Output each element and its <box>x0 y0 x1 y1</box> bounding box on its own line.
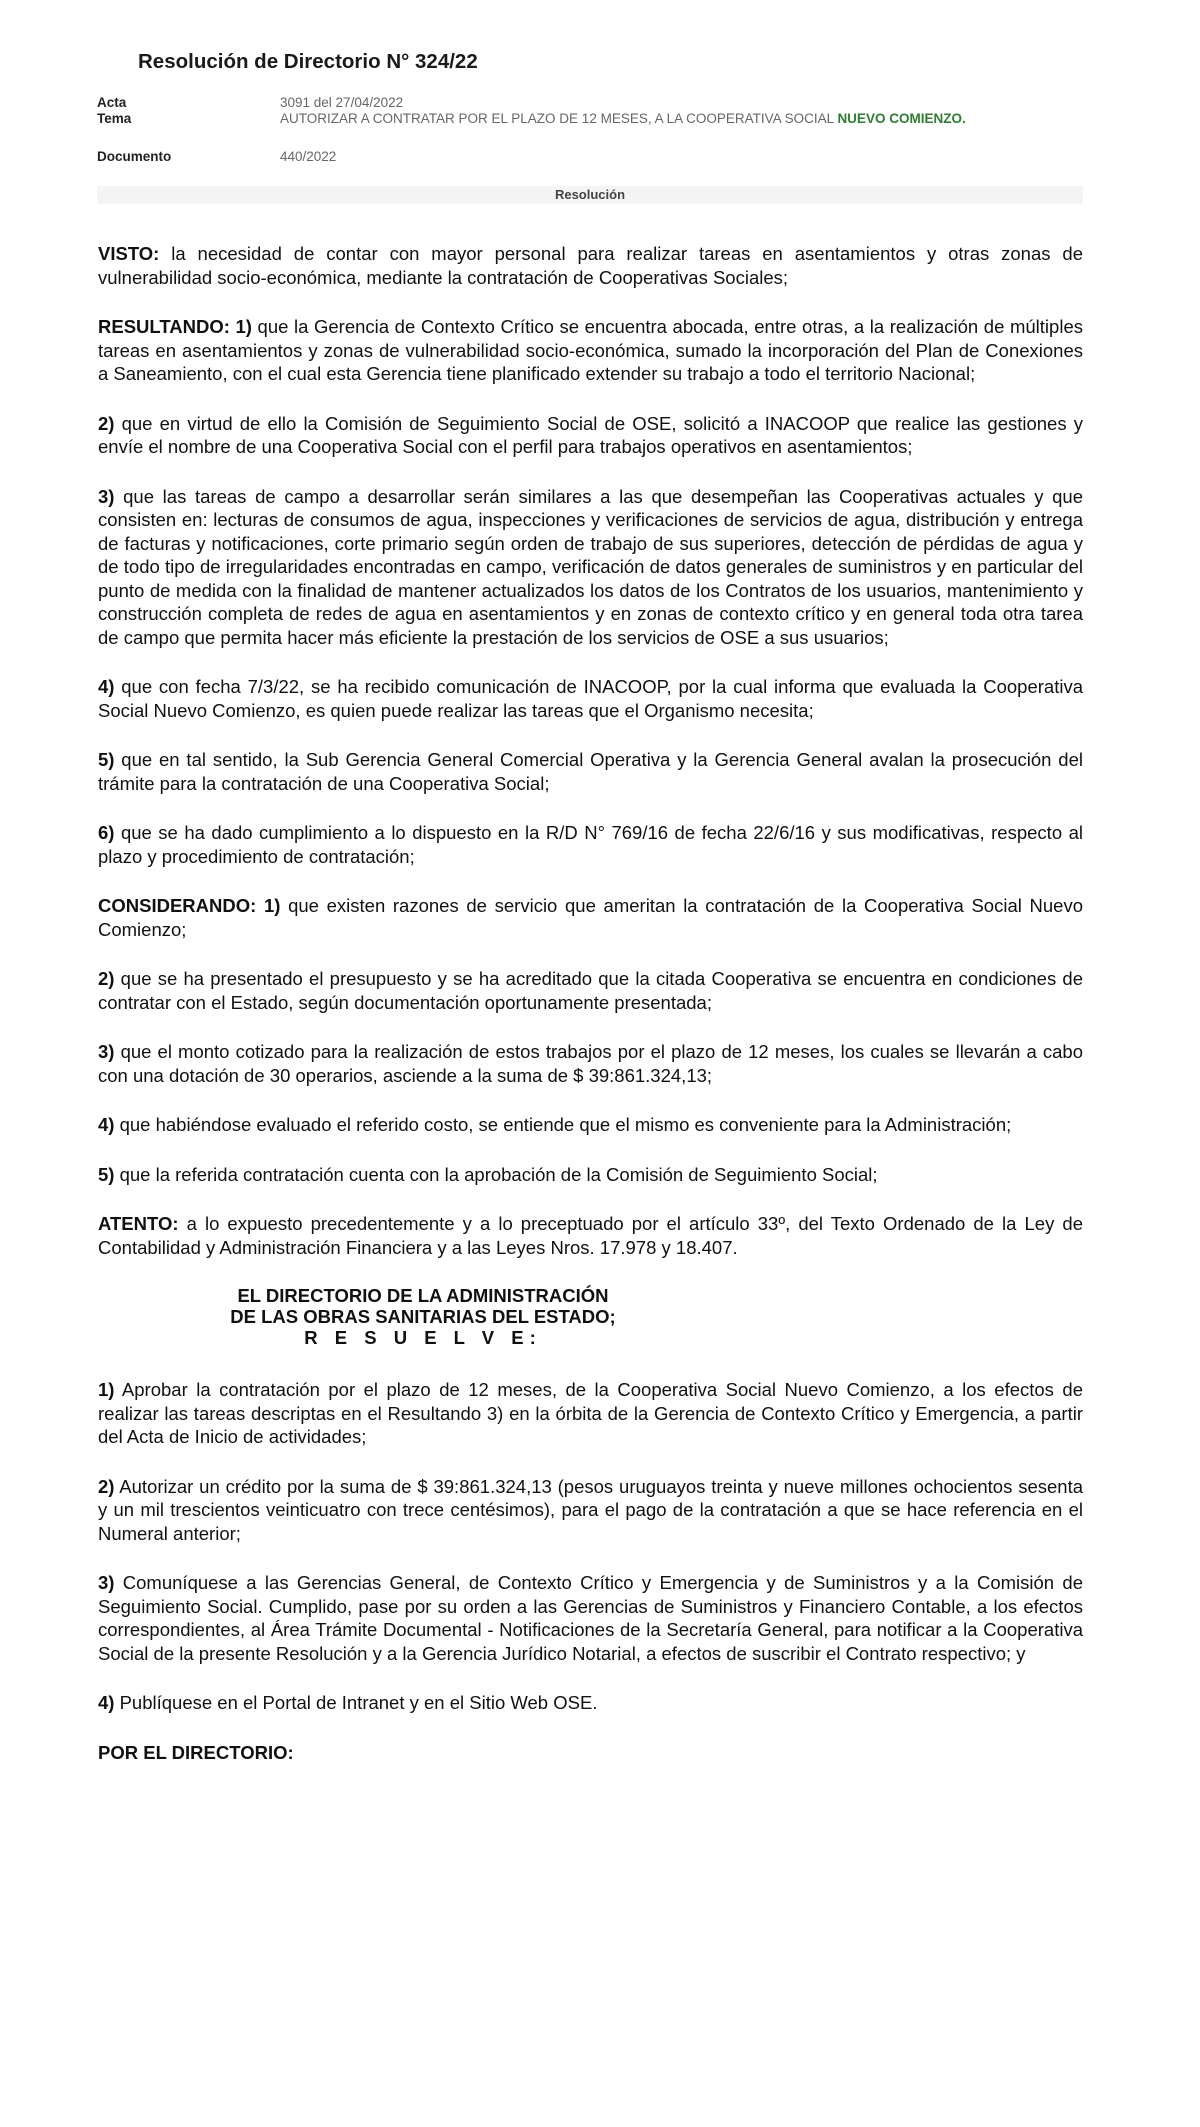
directorio-line-1: EL DIRECTORIO DE LA ADMINISTRACIÓN <box>237 1285 609 1306</box>
paragraph-text: que la Gerencia de Contexto Crítico se encuentra abocada, entre otras, a la realización de múltiples tareas en asentamientos y zonas de vulnerabilidad socio-económica, sumado la incorporación del Plan de Conexiones a Saneamiento, con el cual esta Gerencia tiene planificado extender su trabajo a todo el territorio Nacional; <box>98 316 1083 384</box>
closing-signature: POR EL DIRECTORIO: <box>98 1741 294 1763</box>
resuelve-heading: R E S U E L V E: <box>304 1327 542 1348</box>
paragraph <box>98 242 1083 289</box>
resolutions <box>98 1378 1083 1715</box>
paragraph <box>98 315 1083 386</box>
paragraph-lead: 3) <box>98 485 115 507</box>
meta-tema-label: Tema <box>97 111 132 126</box>
paragraph-text: a lo expuesto precedentemente y a lo preceptuado por el artículo 33º, del Texto Ordenado de la Ley de Contabilidad y Administración Financiera y a las Leyes Nros. 17.978 y 18.407. <box>98 1213 1083 1258</box>
resolution-item <box>98 1691 1083 1715</box>
metadata-block <box>97 95 1087 165</box>
resolution-item-lead: 2) <box>98 1475 115 1497</box>
paragraph <box>98 675 1083 722</box>
paragraph-lead: ATENTO: <box>98 1213 179 1234</box>
paragraph-text: que en tal sentido, la Sub Gerencia General Comercial Operativa y la Gerencia General avalan la prosecución del trámite para la contratación de una Cooperativa Social; <box>98 749 1083 794</box>
paragraph-text: la necesidad de contar con mayor personal para realizar tareas en asentamientos y otras zonas de vulnerabilidad socio-económica, mediante la contratación de Cooperativas Sociales; <box>98 243 1083 288</box>
resolution-title: Resolución de Directorio N° 324/22 <box>138 50 478 73</box>
paragraph-lead: RESULTANDO: 1) <box>98 316 252 337</box>
meta-tema-value <box>280 111 1087 149</box>
directorio-line-2: DE LAS OBRAS SANITARIAS DEL ESTADO; <box>230 1306 616 1327</box>
section-bar: Resolución <box>97 186 1083 204</box>
paragraph-lead: 2) <box>98 412 115 434</box>
paragraph-text: que existen razones de servicio que ameritan la contratación de la Cooperativa Social Nuevo Comienzo; <box>98 895 1083 940</box>
meta-tema-highlight: NUEVO COMIENZO. <box>837 111 966 126</box>
resolution-item <box>98 1571 1083 1665</box>
resolution-item-text: Autorizar un crédito por la suma de $ 39:861.324,13 (pesos uruguayos treinta y nueve millones ochocientos sesenta y un mil trescientos veinticuatro con trece centésimos), para el pago de la contratación a que se hace referencia en el Numeral anterior; <box>98 1475 1083 1544</box>
resolution-item <box>98 1475 1083 1546</box>
meta-tema-text: AUTORIZAR A CONTRATAR POR EL PLAZO DE 12 MESES, A LA COOPERATIVA SOCIAL <box>280 111 834 126</box>
resolution-body <box>98 242 1083 1764</box>
paragraph-text: que con fecha 7/3/22, se ha recibido comunicación de INACOOP, por la cual informa que evaluada la Cooperativa Social Nuevo Comienzo, es quien puede realizar las tareas que el Organismo necesita; <box>98 676 1083 721</box>
paragraph-text: que las tareas de campo a desarrollar serán similares a las que desempeñan las Cooperativas actuales y que consisten en: lecturas de consumos de agua, inspecciones y verificaciones de servicios de agua, distribución y entrega de facturas y notificaciones, corte primario según orden de trabajo de sus superiores, detección de pérdidas de agua y de todo tipo de irregularidades encontradas en campo, verificación de datos generales de suministros y en particular del punto de medida con la finalidad de mantener actualizados los datos de los Contratos de los usuarios, mantenimiento y construcción completa de redes de agua en asentamientos y en zonas de contexto crítico y en general toda otra tarea de campo que permita hacer más eficiente la prestación de los servicios de OSE a sus usuarios; <box>98 485 1083 648</box>
resolution-item-text: Publíquese en el Portal de Intranet y en el Sitio Web OSE. <box>114 1692 598 1713</box>
paragraph <box>98 894 1083 941</box>
paragraph <box>98 1040 1083 1087</box>
resolution-item-lead: 3) <box>98 1572 115 1593</box>
paragraph-lead: 3) <box>98 1041 115 1062</box>
paragraph <box>98 748 1083 795</box>
paragraph-text: que el monto cotizado para la realización de estos trabajos por el plazo de 12 meses, los cuales se llevarán a cabo con una dotación de 30 operarios, asciende a la suma de $ 39:861.324,13; <box>98 1041 1083 1086</box>
paragraph-lead: 5) <box>98 749 115 770</box>
paragraph-lead: 6) <box>98 822 115 843</box>
meta-documento-value: 440/2022 <box>280 149 337 164</box>
meta-acta-value: 3091 del 27/04/2022 <box>280 95 404 110</box>
paragraph <box>98 967 1083 1014</box>
resolution-item-text: Aprobar la contratación por el plazo de 12 meses, de la Cooperativa Social Nuevo Comienzo, a los efectos de realizar las tareas descriptas en el Resultando 3) en la órbita de la Gerencia de Contexto Crítico y Emergencia, a partir del Acta de Inicio de actividades; <box>98 1379 1083 1447</box>
paragraph-text: que se ha dado cumplimiento a lo dispuesto en la R/D N° 769/16 de fecha 22/6/16 y sus modificativas, respecto al plazo y procedimiento de contratación; <box>98 822 1083 867</box>
paragraph-lead: 5) <box>98 1163 115 1185</box>
paragraph <box>98 412 1083 459</box>
meta-acta-label: Acta <box>97 95 127 110</box>
paragraph <box>98 1163 1083 1187</box>
paragraph-lead: 4) <box>98 676 115 697</box>
resolution-item-lead: 4) <box>98 1692 115 1713</box>
meta-acta-row <box>97 95 1087 111</box>
meta-documento-label: Documento <box>97 149 172 164</box>
meta-tema-row <box>97 111 1087 149</box>
resolution-item-lead: 1) <box>98 1379 115 1400</box>
paragraph <box>98 1113 1083 1137</box>
resolution-item <box>98 1378 1083 1449</box>
paragraph <box>98 1212 1083 1259</box>
considerations <box>98 242 1083 1259</box>
paragraph-lead: VISTO: <box>98 243 160 264</box>
paragraph <box>98 821 1083 868</box>
paragraph-lead: CONSIDERANDO: 1) <box>98 895 281 916</box>
paragraph-text: que se ha presentado el presupuesto y se ha acreditado que la citada Cooperativa se encuentra en condiciones de contratar con el Estado, según documentación oportunamente presentada; <box>98 968 1083 1013</box>
paragraph-lead: 4) <box>98 1114 115 1135</box>
paragraph-text: que habiéndose evaluado el referido costo, se entiende que el mismo es conveniente para la Administración; <box>114 1114 1012 1135</box>
paragraph-lead: 2) <box>98 968 115 989</box>
resolution-item-text: Comuníquese a las Gerencias General, de Contexto Crítico y Emergencia y de Suministros y a la Comisión de Seguimiento Social. Cumplido, pase por su orden a las Gerencias de Suministros y Financiero Contable, a los efectos correspondientes, al Área Trámite Documental - Notificaciones de la Secretaría General, para notificar a la Cooperativa Social de la presente Resolución y a la Gerencia Jurídico Notarial, a efectos de suscribir el Contrato respectivo; y <box>98 1572 1083 1664</box>
paragraph-text: que la referida contratación cuenta con la aprobación de la Comisión de Seguimiento Social; <box>114 1163 878 1185</box>
directorio-heading <box>98 1285 748 1348</box>
paragraph <box>98 485 1083 650</box>
paragraph-text: que en virtud de ello la Comisión de Seguimiento Social de OSE, solicitó a INACOOP que realice las gestiones y envíe el nombre de una Cooperativa Social con el perfil para trabajos operativos en asentamientos; <box>98 412 1083 457</box>
meta-documento-row <box>97 149 1087 165</box>
